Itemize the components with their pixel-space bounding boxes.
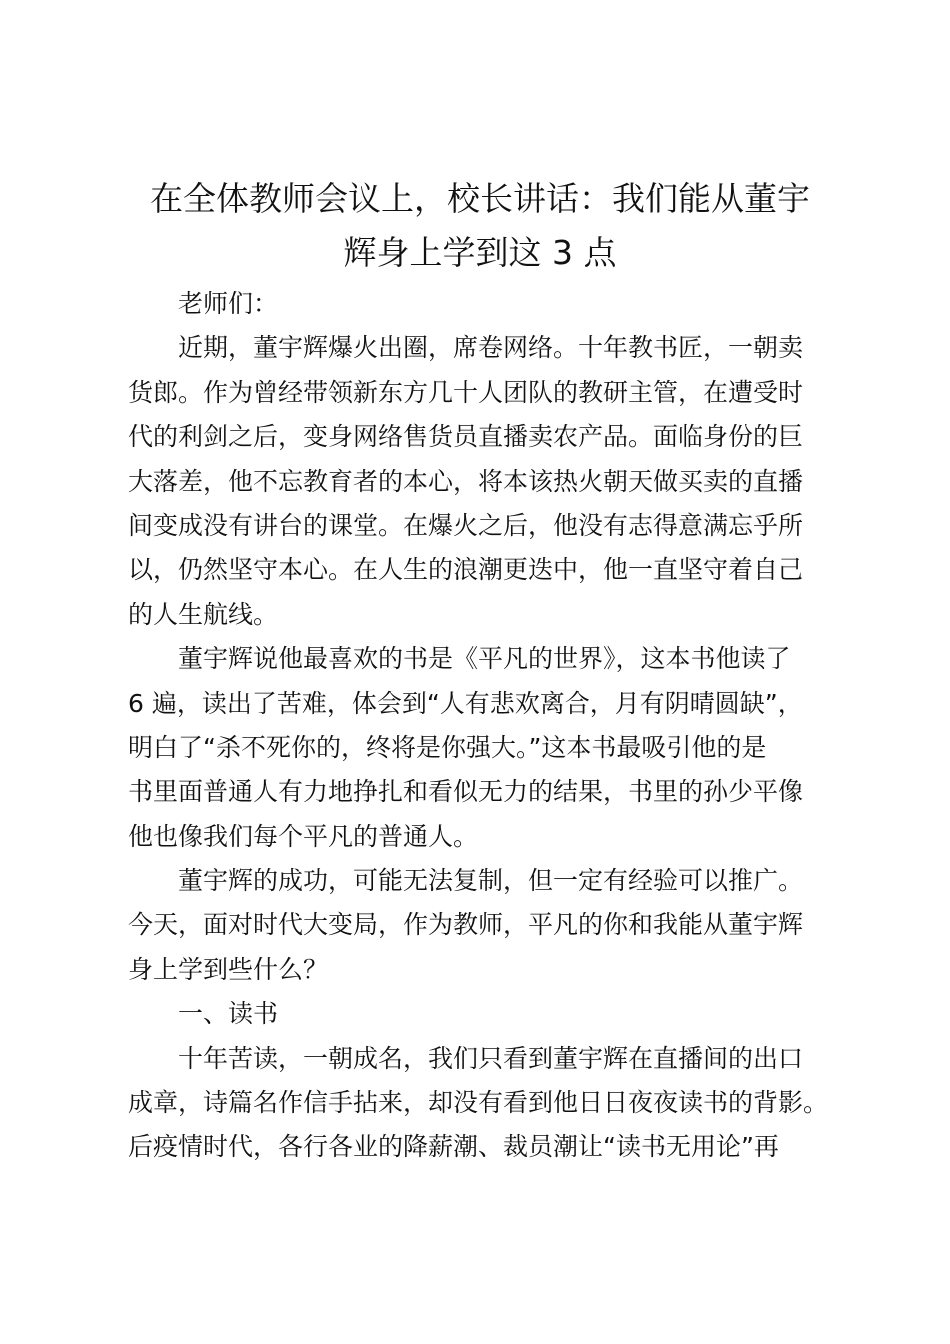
document-title bbox=[128, 172, 832, 280]
paragraph-3 bbox=[128, 859, 832, 992]
paragraph-line: 董宇辉的成功，可能无法复制，但一定有经验可以推广。 bbox=[178, 866, 804, 896]
paragraph-line: 间变成没有讲台的课堂。在爆火之后，他没有志得意满忘乎所 bbox=[128, 510, 804, 540]
paragraph-line: 以，仍然坚守本心。在人生的浪潮更迭中，他一直坚守着自己 bbox=[128, 555, 804, 585]
paragraph-line: 大落差，他不忘教育者的本心，将本该热火朝天做买卖的直播 bbox=[128, 466, 804, 496]
paragraph-line: 代的利剑之后，变身网络售货员直播卖农产品。面临身份的巨 bbox=[128, 422, 804, 452]
paragraph-line: 董宇辉说他最喜欢的书是《平凡的世界》，这本书他读了 bbox=[178, 644, 791, 674]
paragraph-line: 成章，诗篇名作信手拈来，却没有看到他日日夜夜读书的背影。 bbox=[128, 1088, 829, 1118]
paragraph-line: 今天，面对时代大变局，作为教师，平凡的你和我能从董宇辉 bbox=[128, 910, 804, 940]
paragraph-2 bbox=[128, 637, 832, 859]
paragraph-line: 他也像我们每个平凡的普通人。 bbox=[128, 821, 479, 851]
title-line: 辉身上学到这 3 点 bbox=[343, 233, 617, 272]
document-body bbox=[128, 282, 832, 1170]
paragraph-line: 明白了“杀不死你的，终将是你强大。”这本书最吸引他的是 bbox=[128, 732, 767, 762]
paragraph-line: 后疫情时代，各行各业的降薪潮、裁员潮让“读书无用论”再 bbox=[128, 1132, 779, 1162]
paragraph-line: 十年苦读，一朝成名，我们只看到董宇辉在直播间的出口 bbox=[178, 1043, 804, 1073]
paragraph-line: 的人生航线。 bbox=[128, 599, 279, 629]
paragraph-line: 近期，董宇辉爆火出圈，席卷网络。十年教书匠，一朝卖 bbox=[178, 333, 804, 363]
paragraph-line: 6 遍，读出了苦难，体会到“人有悲欢离合，月有阴晴圆缺”， bbox=[128, 688, 803, 718]
paragraph-1 bbox=[128, 326, 832, 637]
section-paragraph bbox=[128, 1037, 832, 1170]
document-page bbox=[128, 172, 832, 1170]
salutation: 老师们： bbox=[178, 289, 279, 318]
paragraph-line: 身上学到些什么？ bbox=[128, 954, 329, 984]
paragraph-line: 书里面普通人有力地挣扎和看似无力的结果，书里的孙少平像 bbox=[128, 777, 804, 807]
title-line: 在全体教师会议上，校长讲话：我们能从董宇 bbox=[150, 179, 810, 218]
paragraph-line: 货郎。作为曾经带领新东方几十人团队的教研主管，在遭受时 bbox=[128, 377, 804, 407]
section-heading: 一、读书 bbox=[178, 999, 279, 1029]
